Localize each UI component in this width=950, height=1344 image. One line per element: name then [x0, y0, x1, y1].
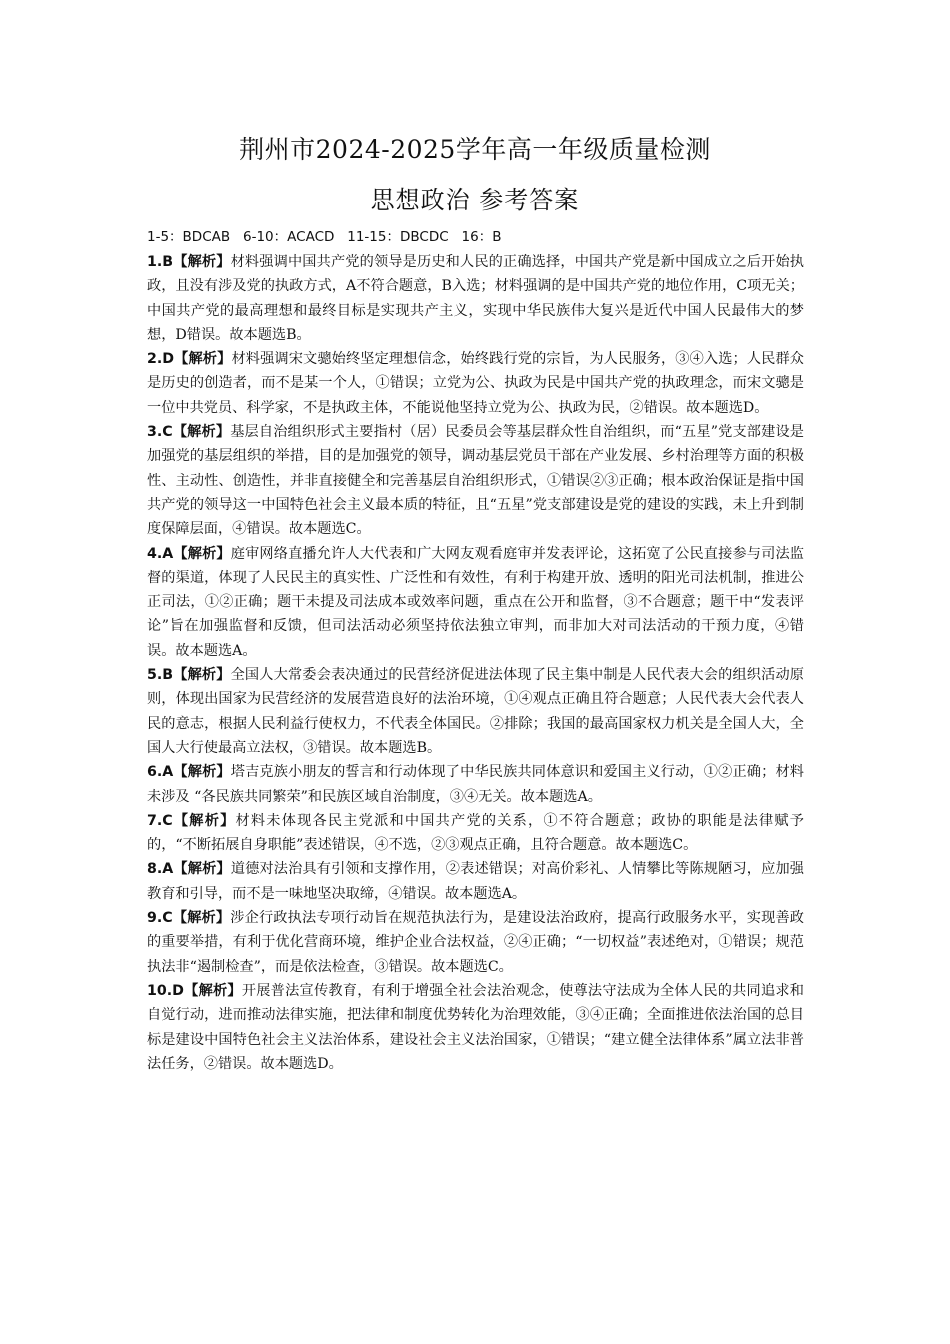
explanation-item-7: [147, 809, 804, 858]
item-text: 涉企行政执法专项行动旨在规范执法行为，是建设法治政府，提高行政服务水平，实现善政的重要举措，有利于优化营商环境，维护企业合法权益，②④正确；“一切权益”表述绝对，①错误；规范执法非“遏制检查”，而是依法检查，③错误。故本题选C。: [147, 910, 804, 975]
item-number: 3.C: [147, 424, 173, 441]
answer-content: [147, 226, 804, 1076]
explanation-item-6: [147, 760, 804, 809]
analysis-tag: 【解析】: [173, 254, 231, 270]
analysis-tag: 【解析】: [173, 545, 231, 562]
item-text: 开展普法宣传教育，有利于增强全社会法治观念，使尊法守法成为全体人民的共同追求和自觉行动，进而推动法律实施，把法律和制度优势转化为治理效能，③④正确；全面推进依法治国的总目标是建设中国特色社会主义法治体系，建设社会主义法治国家，①错误；“建立健全法律体系”属立法非普法任务，②错误。故本题选D。: [147, 982, 804, 1072]
analysis-tag: 【解析】: [173, 764, 231, 781]
item-number: 9.C: [147, 910, 173, 927]
item-number: 7.C: [147, 812, 173, 829]
explanation-item-8: [147, 857, 804, 906]
explanation-item-1: [147, 250, 804, 347]
analysis-tag: 【解析】: [173, 861, 231, 878]
item-text: 塔吉克族小朋友的誓言和行动体现了中华民族共同体意识和爱国主义行动，①②正确；材料未涉及 “各民族共同繁荣”和民族区域自治制度，③④无关。故本题选A。: [147, 764, 804, 805]
item-number: 8.A: [147, 861, 174, 878]
item-text: 全国人大常委会表决通过的民营经济促进法体现了民主集中制是人民代表大会的组织活动原则，体现出国家为民营经济的发展营造良好的法治环境，①④观点正确且符合题意；人民代表大会代表人民的意志，根据人民利益行使权力，不代表全体国民。②排除；我国的最高国家权力机关是全国人大，全国人大行使最高立法权，③错误。故本题选B。: [147, 667, 804, 756]
explanation-item-9: [147, 906, 804, 979]
item-number: 6.A: [147, 764, 174, 781]
explanation-item-2: [147, 347, 804, 420]
item-number: 2.D: [147, 351, 175, 368]
analysis-tag: 【解析】: [172, 424, 231, 441]
analysis-tag: 【解析】: [173, 667, 231, 684]
item-number: 10.D: [147, 982, 184, 999]
explanation-item-10: [147, 979, 804, 1076]
item-number: 4.A: [147, 545, 174, 562]
analysis-tag: 【解析】: [183, 982, 242, 999]
item-text: 材料强调中国共产党的领导是历史和人民的正确选择，中国共产党是新中国成立之后开始执政，且没有涉及党的执政方式，A不符合题意，B入选；材料强调的是中国共产党的地位作用，C项无关；中国共产党的最高理想和最终目标是实现共产主义，实现中华民族伟大复兴是近代中国人民最伟大的梦想，D错误。故本题选B。: [147, 254, 804, 343]
item-number: 5.B: [147, 667, 174, 684]
explanation-item-4: [147, 542, 804, 663]
item-text: 道德对法治具有引领和支撑作用，②表述错误；对高价彩礼、人情攀比等陈规陋习，应加强教育和引导，而不是一味地坚决取缔，④错误。故本题选A。: [147, 861, 804, 902]
analysis-tag: 【解析】: [174, 351, 232, 368]
document-subtitle: 思想政治 参考答案: [370, 186, 580, 214]
item-text: 材料未体现各民主党派和中国共产党的关系，①不符合题意；政协的职能是法律赋予的，“不断拓展自身职能”表述错误，④不选，②③观点正确，且符合题意。故本题选C。: [147, 812, 804, 854]
item-text: 庭审网络直播允许人大代表和广大网友观看庭审并发表评论，这拓宽了公民直接参与司法监督的渠道，体现了人民民主的真实性、广泛性和有效性，有利于构建开放、透明的阳光司法机制，推进公正司法，①②正确；题干未提及司法成本或效率问题，重点在公开和监督，③不合题意；题干中“发表评论”旨在加强监督和反馈，但司法活动必须坚持依法独立审判，而非加大对司法活动的干预力度，④错误。故本题选A。: [147, 545, 804, 659]
item-number: 1.B: [147, 254, 174, 270]
document-title: 荆州市2024-2025学年高一年级质量检测: [239, 135, 711, 164]
item-text: 基层自治组织形式主要指村（居）民委员会等基层群众性自治组织，而“五星”党支部建设是加强党的基层组织的举措，目的是加强党的领导，调动基层党员干部在产业发展、乡村治理等方面的积极性、主动性、创造性，并非直接健全和完善基层自治组织形式，①错误②③正确；根本政治保证是指中国共产党的领导这一中国特色社会主义最本质的特征，且“五星”党支部建设是党的建设的实践，未上升到制度保障层面，④错误。故本题选C。: [147, 424, 804, 538]
analysis-tag: 【解析】: [172, 910, 231, 927]
explanation-item-5: [147, 663, 804, 760]
analysis-tag: 【解析】: [172, 812, 236, 829]
explanation-item-3: [147, 420, 804, 541]
answer-key-line: 1-5：BDCAB 6-10：ACACD 11-15：DBCDC 16：B: [147, 229, 502, 245]
item-text: 材料强调宋文骢始终坚定理想信念，始终践行党的宗旨，为人民服务，③④入选；人民群众是历史的创造者，而不是某一个人，①错误；立党为公、执政为民是中国共产党的执政理念，而宋文骢是一位中共党员、科学家，不是执政主体，不能说他坚持立党为公、执政为民，②错误。故本题选D。: [147, 351, 804, 416]
